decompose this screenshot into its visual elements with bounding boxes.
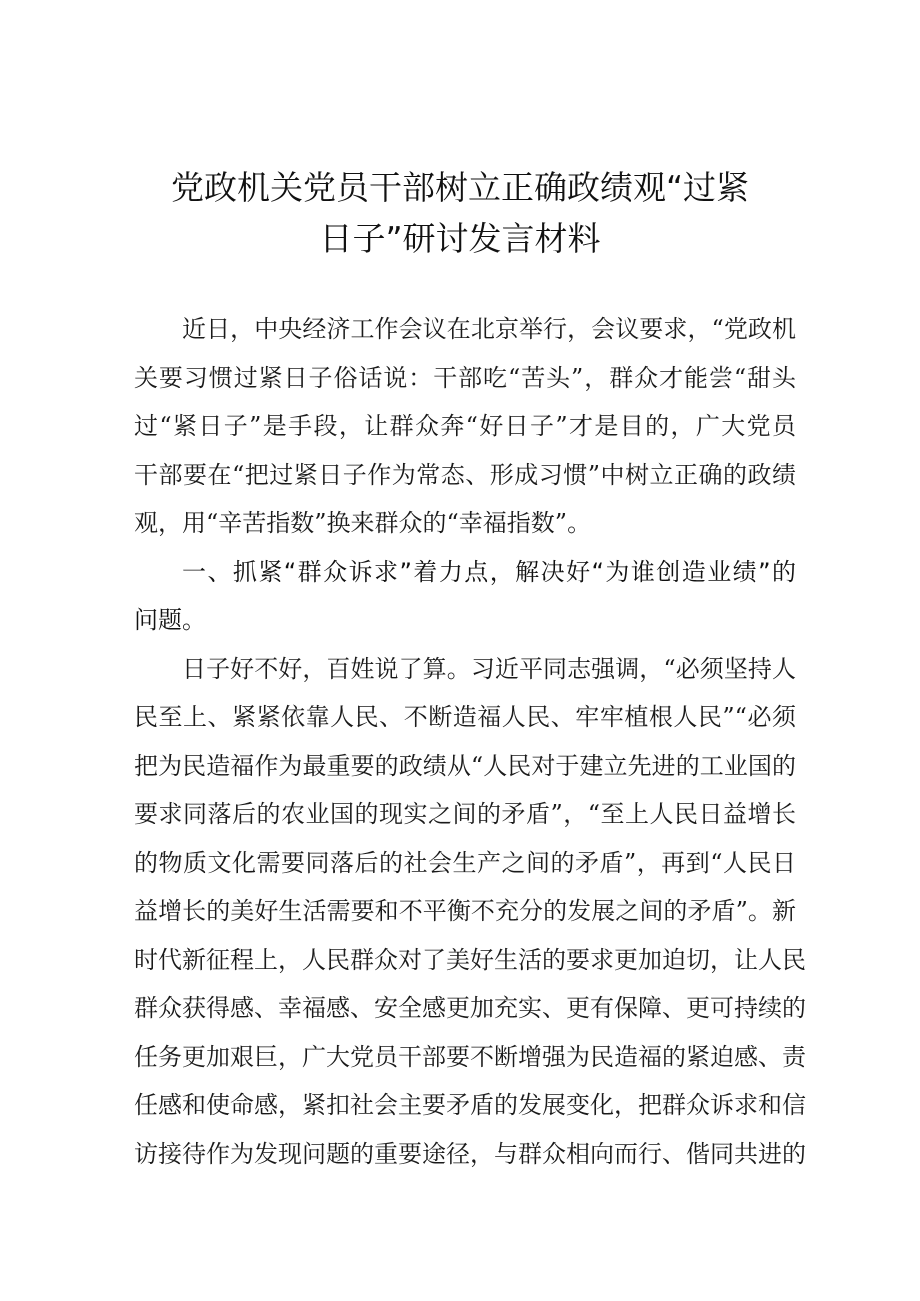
text-line: 任务更加艰巨，广大党员干部要不断增强为民造福的紧迫感、责	[134, 1042, 806, 1071]
text-line: 干部要在“把过紧日子作为常态、形成习惯”中树立正确的政绩	[134, 460, 796, 489]
text-line: 过“紧日子”是手段，让群众奔“好日子”才是目的，广大党员	[134, 412, 796, 440]
text-line: 把为民造福作为最重要的政绩从“人民对于建立先进的工业国的	[134, 751, 796, 780]
text-line: 益增长的美好生活需要和不平衡不充分的发展之间的矛盾”。新	[134, 897, 796, 925]
document-title	[100, 162, 820, 264]
heading-line: 一、抓紧“群众诉求”着力点，解决好“为谁创造业绩”的	[182, 557, 796, 586]
text-line: 任感和使命感，紧扣社会主要矛盾的发展变化，把群众诉求和信	[134, 1091, 806, 1119]
text-line: 时代新征程上，人民群众对了美好生活的要求更加迫切，让人民	[134, 945, 806, 974]
text-line: 访接待作为发现问题的重要途径，与群众相向而行、偕同共进的	[134, 1139, 806, 1168]
text-line: 日子好不好，百姓说了算。习近平同志强调，“必须坚持人	[182, 654, 796, 683]
text-line: 关要习惯过紧日子俗话说：干部吃“苦头”，群众才能尝“甜头	[134, 363, 796, 392]
title-line-2: 日子”研讨发言材料	[319, 219, 601, 258]
text-line: 要求同落后的农业国的现实之间的矛盾”，“至上人民日益增长	[134, 800, 796, 828]
text-line: 群众获得感、幸福感、安全感更加充实、更有保障、更可持续的	[134, 994, 806, 1022]
document-body	[134, 305, 806, 1178]
text-line: 民至上、紧紧依靠人民、不断造福人民、牢牢植根人民”“必须	[134, 703, 796, 731]
section-heading-1	[134, 548, 796, 645]
text-line: 的物质文化需要同落后的社会生产之间的矛盾”，再到“人民日	[134, 848, 796, 877]
paragraph-intro	[134, 305, 796, 548]
text-line: 观，用“辛苦指数”换来群众的“幸福指数”。	[134, 509, 592, 537]
heading-line: 问题。	[134, 606, 206, 634]
title-line-1: 党政机关党员干部树立正确政绩观“过紧	[170, 168, 750, 207]
text-line: 近日，中央经济工作会议在北京举行，会议要求，“党政机	[182, 315, 796, 343]
paragraph-section-1	[134, 645, 806, 1179]
